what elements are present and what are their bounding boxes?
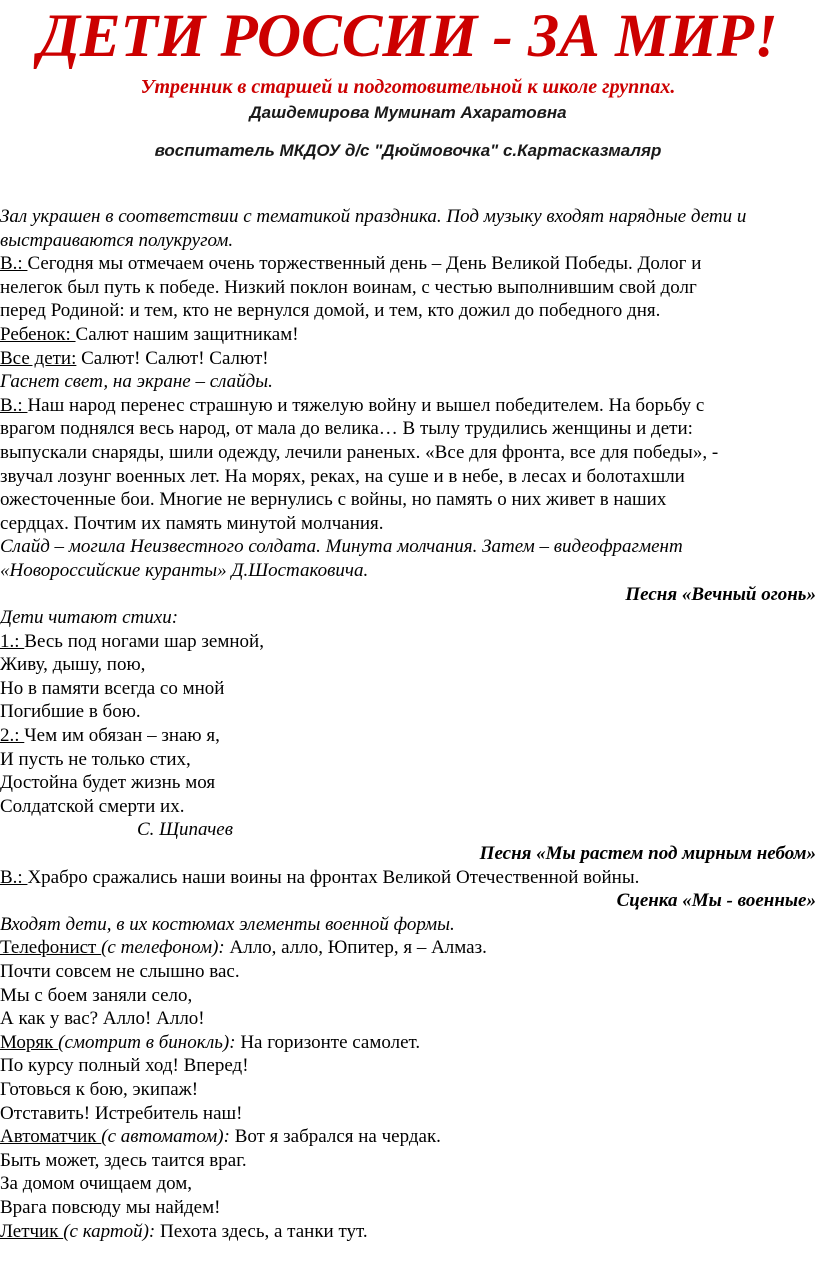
speaker-label: В.:	[0, 866, 28, 888]
dialogue-line: Летчик (с картой): Пехота здесь, а танки тут.	[0, 1220, 368, 1242]
poem-author: С. Щипачев	[137, 819, 233, 841]
dialogue-line: Телефонист (с телефоном): Алло, алло, Юпитер, я – Алмаз.	[0, 937, 487, 959]
dialogue-line: Почти совсем не слышно вас.	[0, 961, 240, 982]
dialogue-line: Моряк (смотрит в бинокль): На горизонте самолет.	[0, 1031, 421, 1053]
poem-line: Но в памяти всегда со мной	[0, 677, 225, 699]
speaker-label: 2.:	[0, 725, 25, 747]
song-title: Песня «Мы растем под мирным небом»	[479, 843, 816, 865]
speaker-label: 1.:	[0, 630, 25, 652]
stage-direction: Входят дети, в их костюмах элементы военной формы.	[0, 913, 455, 935]
speaker-label: Автоматчик	[0, 1126, 102, 1148]
text-line: Все дети: Салют! Салют! Салют!	[0, 347, 269, 369]
scene-title: Сценка «Мы - военные»	[616, 890, 816, 912]
speaker-label: В.:	[0, 394, 28, 416]
text-line: перед Родиной: и тем, кто не вернулся домой, и тем, кто дожил до победного дня.	[0, 300, 661, 322]
text-line: В.: Наш народ перенес страшную и тяжелую войну и вышел победителем. На борьбу с	[0, 394, 705, 416]
stage-direction: Слайд – могила Неизвестного солдата. Минута молчания. Затем – видеофрагмент	[0, 536, 683, 558]
text-line: нелегок был путь к победе. Низкий поклон воинам, с честью выполнившим свой долг	[0, 276, 697, 298]
dialogue-line: Готовься к бою, экипаж!	[0, 1078, 199, 1100]
stage-direction: Дети читают стихи:	[0, 607, 179, 629]
text-line: врагом поднялся весь народ, от мала до велика… В тылу трудились женщины и дети:	[0, 418, 693, 440]
dialogue-line: Отставить! Истребитель наш!	[0, 1102, 243, 1124]
text-line: звучал лозунг военных лет. На морях, реках, на суше и в небе, в лесах и болотахшли	[0, 465, 685, 487]
stage-direction: Гаснет свет, на экране – слайды.	[0, 371, 273, 393]
speaker-label: В.:	[0, 253, 28, 275]
poem-line: 1.: Весь под ногами шар земной,	[0, 630, 264, 652]
dialogue-line: Автоматчик (с автоматом): Вот я забрался на чердак.	[0, 1126, 441, 1148]
text-line: В.: Храбро сражались наши воины на фронтах Великой Отечественной войны.	[0, 866, 640, 888]
author-position: воспитатель МКДОУ д/с "Дюймовочка" с.Картасказмаляр	[154, 141, 662, 160]
text-line: В.: Сегодня мы отмечаем очень торжественный день – День Великой Победы. Долог и	[0, 253, 702, 275]
dialogue-line: По курсу полный ход! Вперед!	[0, 1055, 249, 1077]
speaker-label: Ребенок:	[0, 323, 76, 345]
text-line: сердцах. Почтим их память минутой молчания.	[0, 512, 384, 534]
stage-direction: Зал украшен в соответствии с тематикой праздника. Под музыку входят нарядные дети и выстраиваются полукругом.	[0, 206, 747, 251]
speaker-note: (с картой):	[63, 1220, 156, 1242]
speaker-note: (с автоматом):	[101, 1126, 230, 1148]
poem-line: Солдатской смерти их.	[0, 795, 185, 817]
speaker-note: (смотрит в бинокль):	[58, 1031, 236, 1053]
page-subtitle: Утренник в старшей и подготовительной к школе группах.	[140, 76, 676, 98]
speaker-label: Моряк	[0, 1031, 59, 1053]
page-title: ДЕТИ РОССИИ - ЗА МИР!	[38, 3, 778, 70]
author-name: Дашдемирова Муминат Ахаратовна	[249, 103, 567, 122]
dialogue-line: За домом очищаем дом,	[0, 1173, 193, 1195]
text-line: ожесточенные бои. Многие не вернулись с войны, но память о них живет в наших	[0, 489, 667, 511]
text-line: Ребенок: Салют нашим защитникам!	[0, 323, 299, 345]
poem-line: И пусть не только стих,	[0, 748, 191, 770]
poem-line: Погибшие в бою.	[0, 701, 141, 723]
text-line: выпускали снаряды, шили одежду, лечили раненых. «Все для фронта, все для победы», -	[0, 441, 719, 463]
dialogue-line: Врага повсюду мы найдем!	[0, 1196, 221, 1218]
speaker-label: Все дети:	[0, 347, 77, 369]
stage-direction: «Новороссийские куранты» Д.Шостаковича.	[0, 559, 369, 581]
dialogue-line: Быть может, здесь таится враг.	[0, 1149, 247, 1171]
dialogue-line: Мы с боем заняли село,	[0, 984, 193, 1006]
speaker-label: Летчик	[0, 1220, 64, 1242]
speaker-note: (с телефоном):	[101, 937, 225, 959]
poem-line: Достойна будет жизнь моя	[0, 772, 216, 794]
document-body	[0, 205, 816, 1243]
poem-line: Живу, дышу, пою,	[0, 654, 146, 676]
dialogue-line: А как у вас? Алло! Алло!	[0, 1008, 205, 1030]
speaker-label: Телефонист	[0, 937, 102, 959]
poem-line: 2.: Чем им обязан – знаю я,	[0, 725, 220, 747]
song-title: Песня «Вечный огонь»	[625, 583, 816, 605]
